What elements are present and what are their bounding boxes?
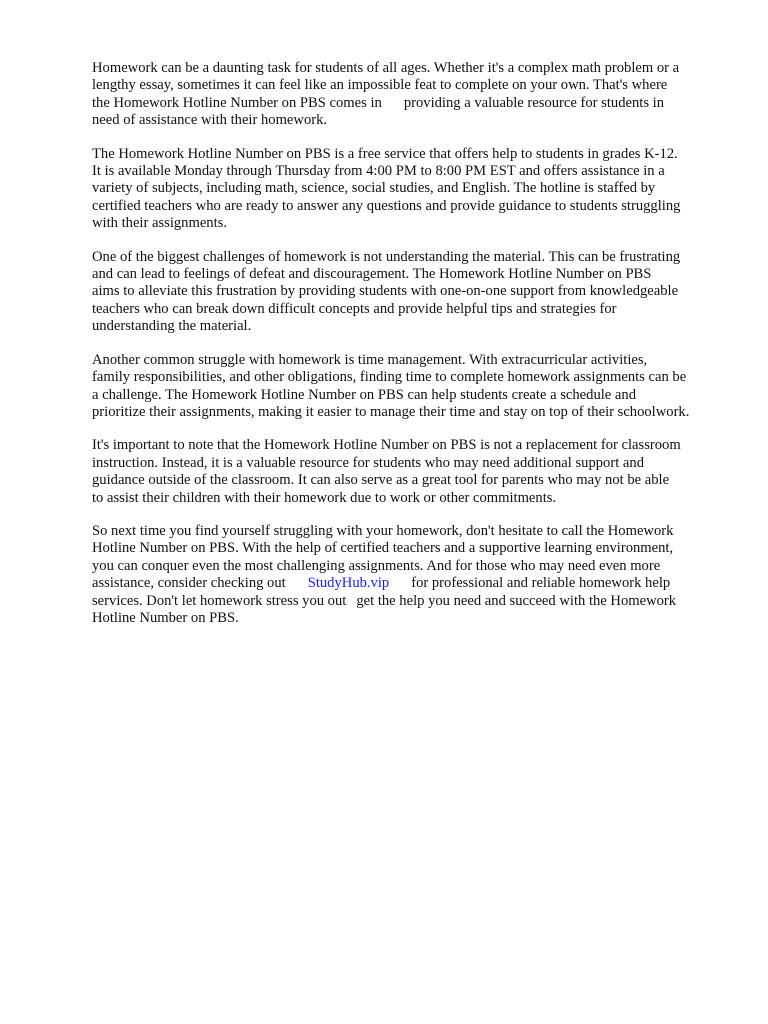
text-line: instruction. Instead, it is a valuable resource for students who may need additional support and: [92, 454, 644, 471]
paragraph-5: [92, 437, 732, 507]
text-line: lengthy essay, sometimes it can feel like an impossible feat to complete on your own. That's where: [92, 77, 668, 94]
document-page: [92, 60, 732, 643]
text-line: variety of subjects, including math, science, social studies, and English. The hotline is staffed by: [92, 180, 656, 197]
text-fragment: the Homework Hotline Number on PBS comes in: [92, 94, 382, 111]
text-line: Another common struggle with homework is time management. With extracurricular activities,: [92, 351, 648, 368]
text-fragment: services. Don't let homework stress you out: [92, 592, 347, 609]
text-fragment: for professional and reliable homework help: [411, 575, 671, 592]
paragraph-6: [92, 523, 732, 627]
text-line: to assist their children with their homework due to work or other commitments.: [92, 489, 557, 506]
paragraph-2: [92, 146, 732, 233]
text-line: So next time you find yourself struggling with your homework, don't hesitate to call the Homework: [92, 522, 674, 539]
text-line: [92, 575, 732, 592]
text-line: Hotline Number on PBS. With the help of certified teachers and a supportive learning environment,: [92, 540, 674, 557]
studyhub-link[interactable]: StudyHub.vip: [307, 575, 390, 592]
text-line: with their assignments.: [92, 215, 227, 232]
text-line: you can conquer even the most challenging assignments. And for those who may need even more: [92, 557, 661, 574]
text-line: One of the biggest challenges of homework is not understanding the material. This can be frustrating: [92, 248, 681, 265]
text-line: prioritize their assignments, making it easier to manage their time and stay on top of their schoolwork.: [92, 403, 690, 420]
text-line: need of assistance with their homework.: [92, 112, 328, 129]
text-line: [92, 593, 732, 610]
text-line: Hotline Number on PBS.: [92, 609, 239, 626]
text-line: [92, 95, 732, 112]
text-fragment: providing a valuable resource for students in: [403, 94, 665, 111]
text-line: understanding the material.: [92, 318, 252, 335]
text-line: guidance outside of the classroom. It can also serve as a great tool for parents who may not be able: [92, 472, 670, 489]
text-line: aims to alleviate this frustration by providing students with one-on-one support from knowledgeable: [92, 283, 679, 300]
text-line: a challenge. The Homework Hotline Number on PBS can help students create a schedule and: [92, 386, 636, 403]
paragraph-4: [92, 352, 732, 422]
text-fragment: get the help you need and succeed with the Homework: [356, 592, 677, 609]
text-line: and can lead to feelings of defeat and discouragement. The Homework Hotline Number on PBS: [92, 266, 652, 283]
text-line: family responsibilities, and other obligations, finding time to complete homework assignments can be: [92, 369, 687, 386]
paragraph-1: [92, 60, 732, 130]
text-line: It's important to note that the Homework Hotline Number on PBS is not a replacement for classroom: [92, 437, 681, 454]
text-line: Homework can be a daunting task for students of all ages. Whether it's a complex math problem or a: [92, 60, 680, 76]
paragraph-3: [92, 249, 732, 336]
text-line: The Homework Hotline Number on PBS is a free service that offers help to students in grades K-12.: [92, 145, 678, 162]
text-line: certified teachers who are ready to answer any questions and provide guidance to students struggling: [92, 197, 681, 214]
text-fragment: assistance, consider checking out: [92, 575, 286, 592]
text-line: It is available Monday through Thursday from 4:00 PM to 8:00 PM EST and offers assistance in a: [92, 163, 665, 180]
text-line: teachers who can break down difficult concepts and provide helpful tips and strategies for: [92, 300, 617, 317]
